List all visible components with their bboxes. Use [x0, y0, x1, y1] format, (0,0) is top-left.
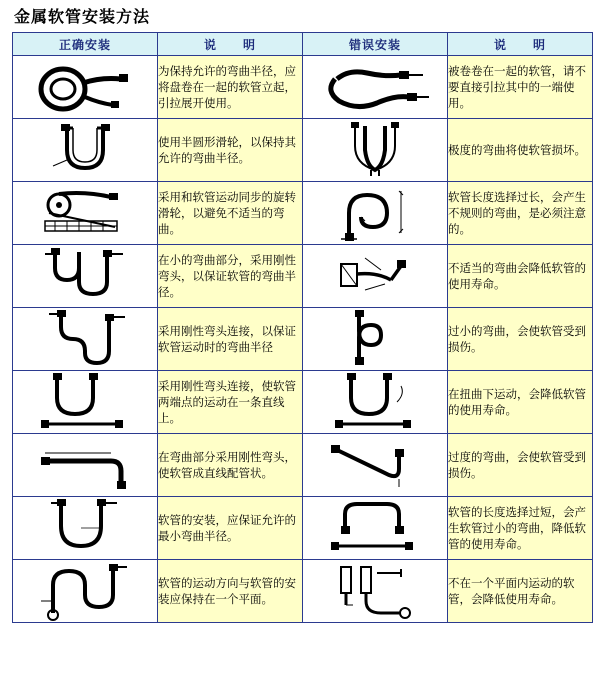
description-correct: 为保持允许的弯曲半径，应将盘卷在一起的软管立起，引拉展开使用。 — [158, 56, 303, 119]
figure-overlong-small-bend — [303, 497, 448, 560]
improper-tight-bend-icon — [305, 246, 445, 306]
figure-excessive-bend — [303, 434, 448, 497]
coiled-hose-upright-icon — [15, 57, 155, 117]
header-correct-install: 正确安装 — [13, 33, 158, 56]
description-wrong: 极度的弯曲将使软管损坏。 — [448, 119, 593, 182]
description-correct: 使用半圆形滑轮，以保持其允许的弯曲半径。 — [158, 119, 303, 182]
description-correct: 软管的安装，应保证允许的最小弯曲半径。 — [158, 497, 303, 560]
description-correct: 采用和软管运动同步的旋转滑轮，以避免不适当的弯曲。 — [158, 182, 303, 245]
table-row — [13, 119, 593, 182]
figure-improper-tight-bend — [303, 245, 448, 308]
hose-installation-table — [12, 32, 593, 623]
figure-coiled-hose-pulled-end — [303, 56, 448, 119]
twisting-motion-icon — [305, 372, 445, 432]
figure-sync-rotating-pulley — [13, 182, 158, 245]
figure-out-of-plane-motion — [303, 560, 448, 623]
figure-straight-pipe-elbow — [13, 434, 158, 497]
too-small-bend-icon — [305, 309, 445, 369]
description-correct: 软管的运动方向与软管的安装应保持在一个平面。 — [158, 560, 303, 623]
description-wrong: 不在一个平面内运动的软管，会降低使用寿命。 — [448, 560, 593, 623]
table-row — [13, 245, 593, 308]
figure-sharp-bend-pulley — [303, 119, 448, 182]
out-of-plane-motion-icon — [305, 561, 445, 621]
straight-pipe-elbow-icon — [15, 435, 155, 495]
figure-overlong-hose-loop — [303, 182, 448, 245]
table-header-row — [13, 33, 593, 56]
table-row — [13, 371, 593, 434]
description-wrong: 软管的长度选择过短，会产生软管过小的弯曲，降低软管的使用寿命。 — [448, 497, 593, 560]
figure-minimum-bend-radius-install — [13, 497, 158, 560]
figure-half-round-pulley — [13, 119, 158, 182]
half-round-pulley-icon — [15, 120, 155, 180]
header-correct-description: 说 明 — [158, 33, 303, 56]
description-wrong: 在扭曲下运动，会降低软管的使用寿命。 — [448, 371, 593, 434]
figure-too-small-bend — [303, 308, 448, 371]
description-wrong: 软管长度选择过长，会产生不规则的弯曲，是必须注意的。 — [448, 182, 593, 245]
excessive-bend-icon — [305, 435, 445, 495]
table-body — [13, 56, 593, 623]
coiled-hose-pulled-end-icon — [305, 57, 445, 117]
description-correct: 采用刚性弯头连接，以保证软管运动时的弯曲半径 — [158, 308, 303, 371]
description-wrong: 过小的弯曲，会使软管受到损伤。 — [448, 308, 593, 371]
rigid-bend-small-radius-icon — [15, 246, 155, 306]
table-row — [13, 434, 593, 497]
sharp-bend-pulley-icon — [305, 120, 445, 180]
minimum-bend-radius-install-icon — [15, 498, 155, 558]
sync-rotating-pulley-icon — [15, 183, 155, 243]
figure-same-plane-motion — [13, 560, 158, 623]
table-row — [13, 497, 593, 560]
figure-rigid-elbow-connection — [13, 308, 158, 371]
description-correct: 在小的弯曲部分，采用刚性弯头，以保证软管的弯曲半径。 — [158, 245, 303, 308]
description-correct: 采用刚性弯头连接，使软管两端点的运动在一条直线上。 — [158, 371, 303, 434]
description-wrong: 不适当的弯曲会降低软管的使用寿命。 — [448, 245, 593, 308]
rigid-elbow-straight-line-icon — [15, 372, 155, 432]
table-row — [13, 308, 593, 371]
description-correct: 在弯曲部分采用刚性弯头，使软管成直线配管状。 — [158, 434, 303, 497]
table-header — [13, 33, 593, 56]
figure-coiled-hose-upright — [13, 56, 158, 119]
figure-rigid-bend-small-radius — [13, 245, 158, 308]
table-row — [13, 182, 593, 245]
overlong-small-bend-icon — [305, 498, 445, 558]
description-wrong: 过度的弯曲，会使软管受到损伤。 — [448, 434, 593, 497]
table-row — [13, 560, 593, 623]
same-plane-motion-icon — [15, 561, 155, 621]
header-wrong-install: 错误安装 — [303, 33, 448, 56]
header-wrong-description: 说 明 — [448, 33, 593, 56]
figure-rigid-elbow-straight-line — [13, 371, 158, 434]
figure-twisting-motion — [303, 371, 448, 434]
description-wrong: 被卷卷在一起的软管，请不要直接引拉其中的一端使用。 — [448, 56, 593, 119]
table-row — [13, 56, 593, 119]
page-title: 金属软管安装方法 — [14, 7, 151, 26]
rigid-elbow-connection-icon — [15, 309, 155, 369]
overlong-hose-loop-icon — [305, 183, 445, 243]
